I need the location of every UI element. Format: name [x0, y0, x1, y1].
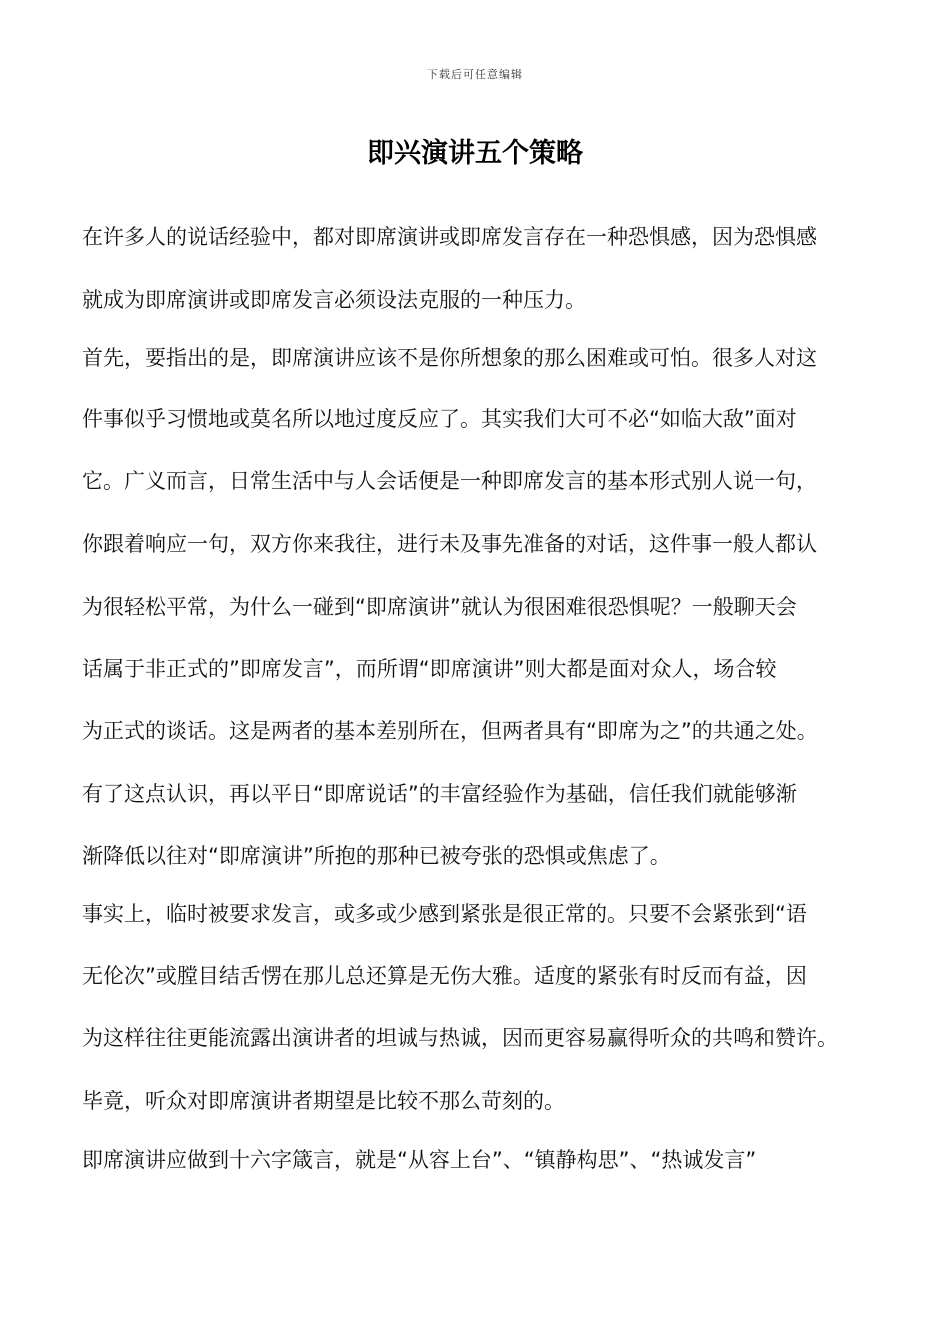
- text-line: 为很轻松平常，为什么一碰到“即席演讲”就认为很困难很恐惧呢？一般聊天会: [82, 595, 797, 619]
- text-line: 渐降低以往对“即席演讲”所抱的那种已被夸张的恐惧或焦虑了。: [82, 844, 671, 868]
- text-line: 无伦次”或膛目结舌愣在那儿总还算是无伤大雅。适度的紧张有时反而有益，因: [82, 964, 807, 988]
- text-line: 为这样往往更能流露出演讲者的坦诚与热诚，因而更容易赢得听众的共鸣和赞许。: [82, 1026, 838, 1050]
- text-line: 首先，要指出的是，即席演讲应该不是你所想象的那么困难或可怕。很多人对这: [82, 346, 817, 370]
- header-note: 下载后可任意编辑: [427, 68, 523, 81]
- text-line: 就成为即席演讲或即席发言必须设法克服的一种压力。: [82, 288, 586, 312]
- text-line: 话属于非正式的”即席发言”，而所谓“即席演讲”则大都是面对众人，场合较: [82, 657, 777, 681]
- text-line: 有了这点认识，再以平日“即席说话”的丰富经验作为基础，信任我们就能够渐: [82, 782, 797, 806]
- text-line: 即席演讲应做到十六字箴言，就是“从容上台”、“镇静构思”、“热诚发言”: [82, 1148, 757, 1172]
- text-line: 你跟着响应一句，双方你来我往，进行未及事先准备的对话，这件事一般人都认: [82, 532, 817, 556]
- text-line: 件事似乎习惯地或莫名所以地过度反应了。其实我们大可不必“如临大敌”面对: [82, 407, 797, 431]
- text-line: 在许多人的说话经验中，都对即席演讲或即席发言存在一种恐惧感，因为恐惧感: [82, 225, 817, 249]
- text-line: 事实上，临时被要求发言，或多或少感到紧张是很正常的。只要不会紧张到“语: [82, 902, 807, 926]
- text-line: 毕竟，听众对即席演讲者期望是比较不那么苛刻的。: [82, 1089, 565, 1113]
- page-title: 即兴演讲五个策略: [367, 138, 583, 169]
- text-line: 它。广义而言，日常生活中与人会话便是一种即席发言的基本形式别人说一句，: [82, 469, 817, 493]
- text-line: 为正式的谈话。这是两者的基本差别所在，但两者具有“即席为之”的共通之处。: [82, 719, 818, 743]
